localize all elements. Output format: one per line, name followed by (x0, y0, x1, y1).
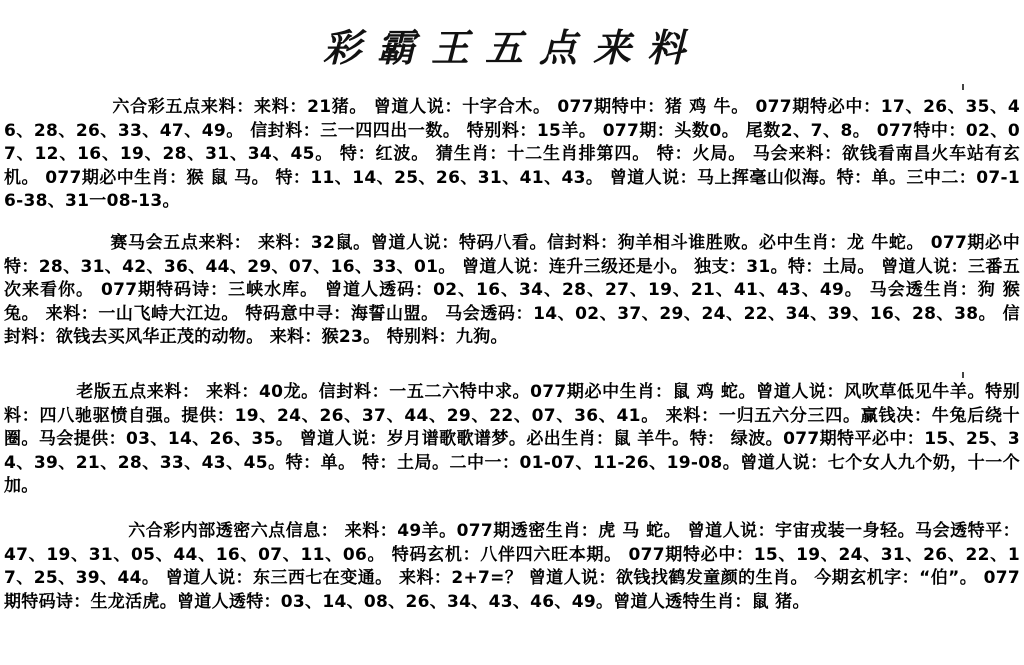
section-text: 赛马会五点来料： 来料：32鼠。曾道人说：特码八看。信封料：狗羊相斗谁胜败。必中生肖：龙 牛蛇。 077期必中特：28、31、42、36、44、29、07、16、33、01。 曾道人说：连升三级还是小。 独支：31。特：土局。 曾道人说：三番五次来看你。 077期特码诗：三峡水库。 曾道人透码：02、16、34、28、27、19、21、41、43、49。 马会透生肖：狗 猴 兔。 来料：一山飞峙大江边。 特码意中寻：海誓山盟。 马会透码：14、02、37、29、24、22、34、39、16、28、38。 信封料：欲钱去买风华正茂的动物。 来料：猴23。 特别料：九狗。 (4, 233, 1020, 347)
scan-speck (962, 372, 964, 378)
section-text: 老版五点来料： 来料：40龙。信封料：一五二六特中求。077期必中生肖：鼠 鸡 蛇。曾道人说：风吹草低见牛羊。特别料：四八驰驱愤自强。提供：19、24、26、37、44、29、22、07、36、41。 来料：一归五六分三四。赢钱决：牛兔后绕十圈。马会提供：03、14、26、35。 曾道人说：岁月谱歌歌谱梦。必出生肖：鼠 羊牛。特： 绿波。077期特平必中：15、25、34、39、21、28、33、43、45。特：单。 特：土局。二中一：01-07、11-26、19-08。曾道人说：七个女人九个奶，十一个加。 (4, 382, 1020, 496)
section-horse-club-five-points (4, 232, 1020, 350)
section-liuhecai-five-points (4, 96, 1020, 214)
section-text: 六合彩五点来料：来料：21猪。 曾道人说：十字合木。 077期特中：猪 鸡 牛。 077期特必中：17、26、35、46、28、26、33、47、49。 信封料：三一四四出一数。 特别料：15羊。 077期：头数0。 尾数2、7、8。 077特中：02、07、12、16、19、28、31、34、45。 特：红波。 猜生肖：十二生肖排第四。 特：火局。 马会来料：欲钱看南昌火车站有玄机。 077期必中生肖：猴 鼠 马。 特：11、14、25、26、31、41、43。 曾道人说：马上挥毫山似海。特：单。三中二：07-16-38、31一08-13。 (4, 97, 1020, 211)
page-title: 彩霸王五点来料 (322, 25, 701, 70)
section-old-edition-five-points (4, 381, 1020, 499)
section-text: 六合彩内部透密六点信息： 来料：49羊。077期透密生肖：虎 马 蛇。 曾道人说：宇宙戎装一身轻。马会透特平：47、19、31、05、44、16、07、11、06。 特码玄机：八伴四六旺本期。 077期特必中：15、19、24、31、26、22、17、25、39、44。 曾道人说：东三西七在变通。 来料：2+7=？ 曾道人说：欲钱找鹤发童颜的生肖。 今期玄机字：“伯”。 077期特码诗：生龙活虎。曾道人透特：03、14、08、26、34、43、46、49。曾道人透特生肖：鼠 猪。 (4, 521, 1020, 612)
section-internal-six-points (4, 520, 1020, 614)
scan-speck (962, 84, 964, 90)
